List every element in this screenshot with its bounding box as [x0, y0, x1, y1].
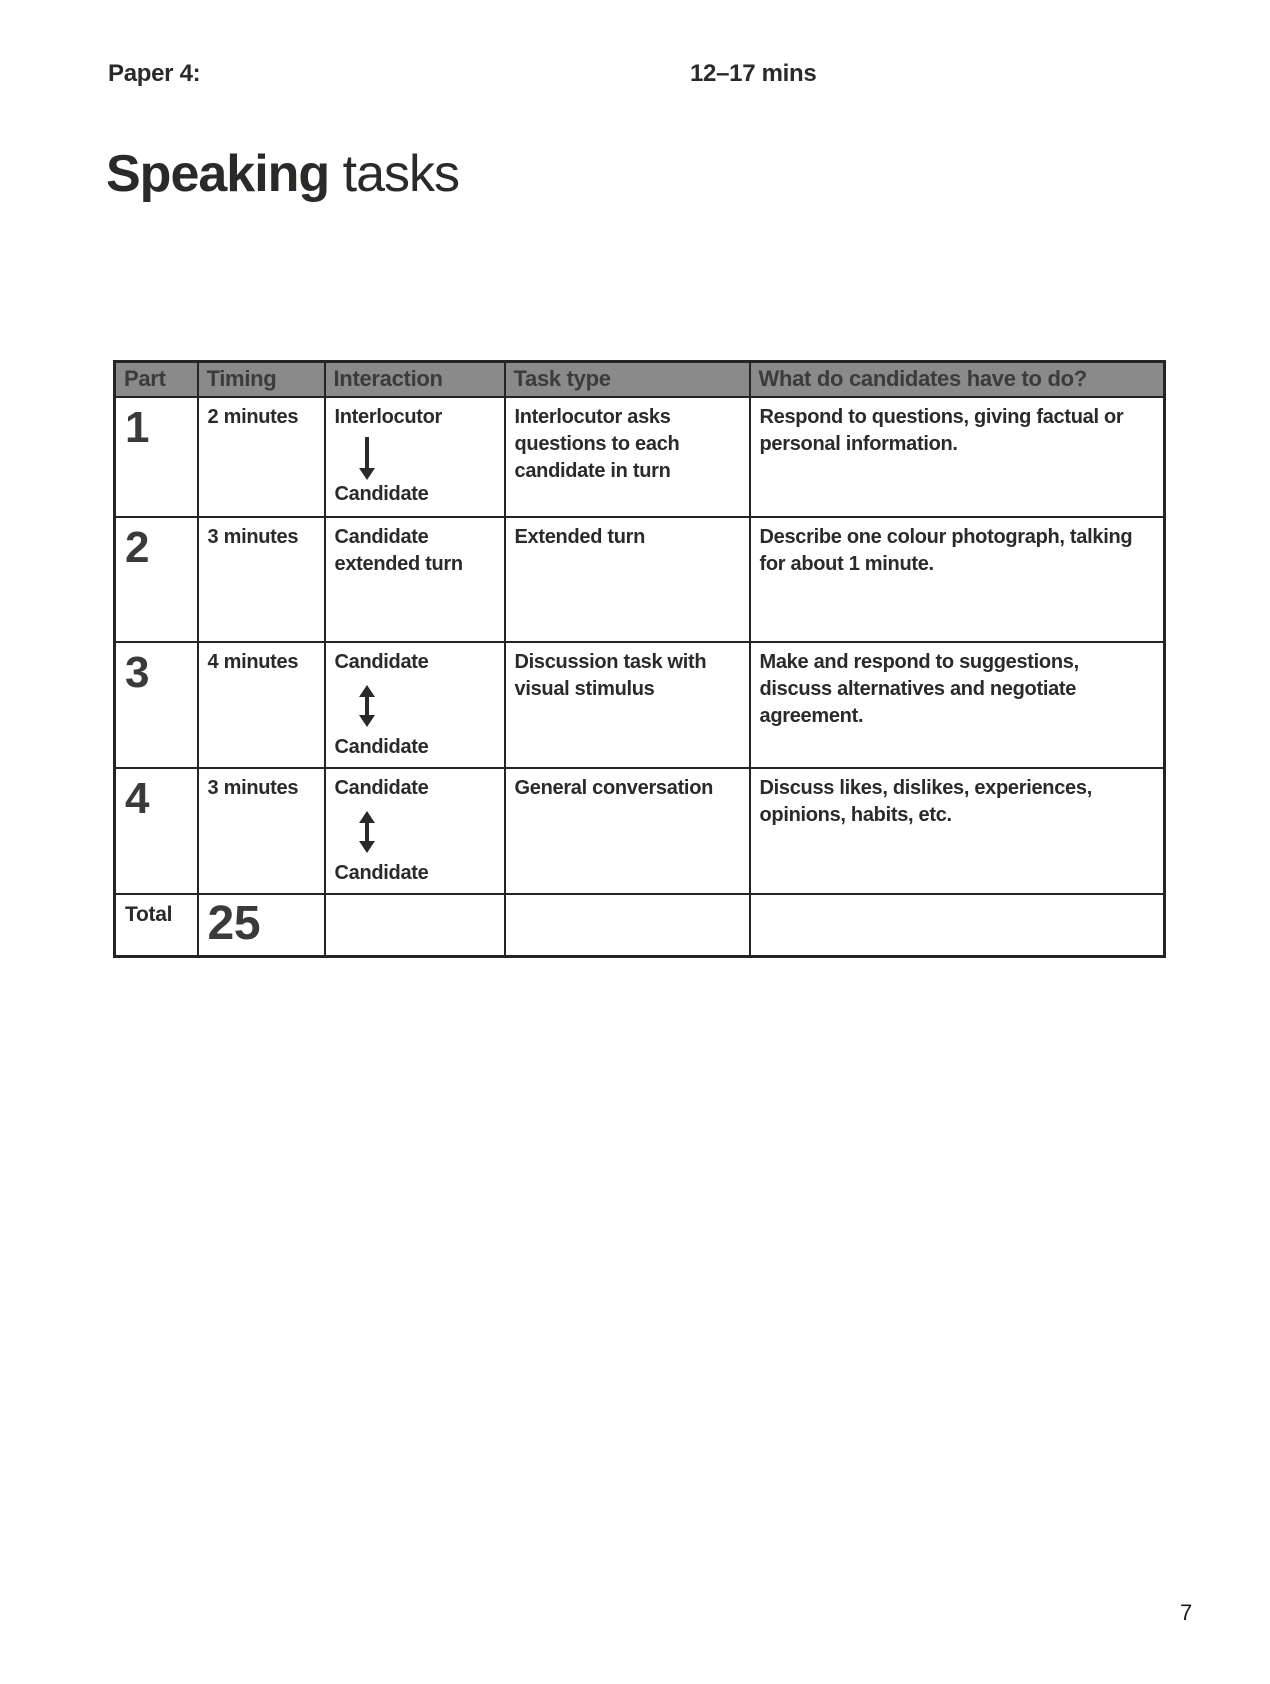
interaction-top-label: Interlocutor [334, 406, 443, 428]
table-total-row [115, 894, 1165, 957]
interaction-cell [325, 517, 505, 642]
interaction-bottom-label: Candidate [334, 483, 429, 505]
empty-cell [325, 894, 505, 957]
table-row [115, 642, 1165, 768]
table-header-row [115, 362, 1165, 398]
task-type-cell: Extended turn [505, 517, 750, 642]
paper-label: Paper 4: [108, 60, 201, 87]
double-arrow-icon [365, 814, 369, 850]
task-type-cell: Interlocutor asks questions to each candidate in turn [505, 397, 750, 517]
timing-cell: 3 minutes [198, 768, 325, 894]
page-title-bold: Speaking [106, 145, 330, 203]
interaction-cell [325, 642, 505, 768]
column-header-part: Part [115, 362, 198, 398]
column-header-what-to-do: What do candidates have to do? [750, 362, 1165, 398]
column-header-timing: Timing [198, 362, 325, 398]
interaction-cell [325, 768, 505, 894]
timing-cell: 3 minutes [198, 517, 325, 642]
task-type-cell: Discussion task with visual stimulus [505, 642, 750, 768]
interaction-cell [325, 397, 505, 517]
timing-cell: 2 minutes [198, 397, 325, 517]
column-header-interaction: Interaction [325, 362, 505, 398]
part-number: 2 [115, 517, 198, 642]
duration-label: 12–17 mins [690, 60, 817, 87]
interaction-top-label: Candidate [334, 777, 429, 799]
interaction-top-label: Candidate extended turn [334, 526, 463, 575]
page-title-regular: tasks [329, 145, 460, 203]
part-number: 3 [115, 642, 198, 768]
part-number: 1 [115, 397, 198, 517]
empty-cell [750, 894, 1165, 957]
what-to-do-cell: Respond to questions, giving factual or personal information. [750, 397, 1165, 517]
interaction-bottom-label: Candidate [334, 862, 429, 884]
part-number: 4 [115, 768, 198, 894]
what-to-do-cell: Make and respond to suggestions, discuss alternatives and negotiate agreement. [750, 642, 1165, 768]
total-label: Total [115, 894, 198, 957]
interaction-top-label: Candidate [334, 651, 429, 673]
empty-cell [505, 894, 750, 957]
task-type-cell: General conversation [505, 768, 750, 894]
speaking-tasks-table [113, 360, 1166, 958]
interaction-bottom-label: Candidate [334, 736, 429, 758]
what-to-do-cell: Discuss likes, dislikes, experiences, opinions, habits, etc. [750, 768, 1165, 894]
what-to-do-cell: Describe one colour photograph, talking for about 1 minute. [750, 517, 1165, 642]
down-arrow-icon [365, 437, 369, 477]
page-number: 7 [1180, 1600, 1193, 1625]
page-title [106, 144, 459, 204]
table-row [115, 517, 1165, 642]
table-row [115, 768, 1165, 894]
total-value: 25 [198, 894, 325, 957]
timing-cell: 4 minutes [198, 642, 325, 768]
column-header-task-type: Task type [505, 362, 750, 398]
table-row [115, 397, 1165, 517]
double-arrow-icon [365, 688, 369, 724]
